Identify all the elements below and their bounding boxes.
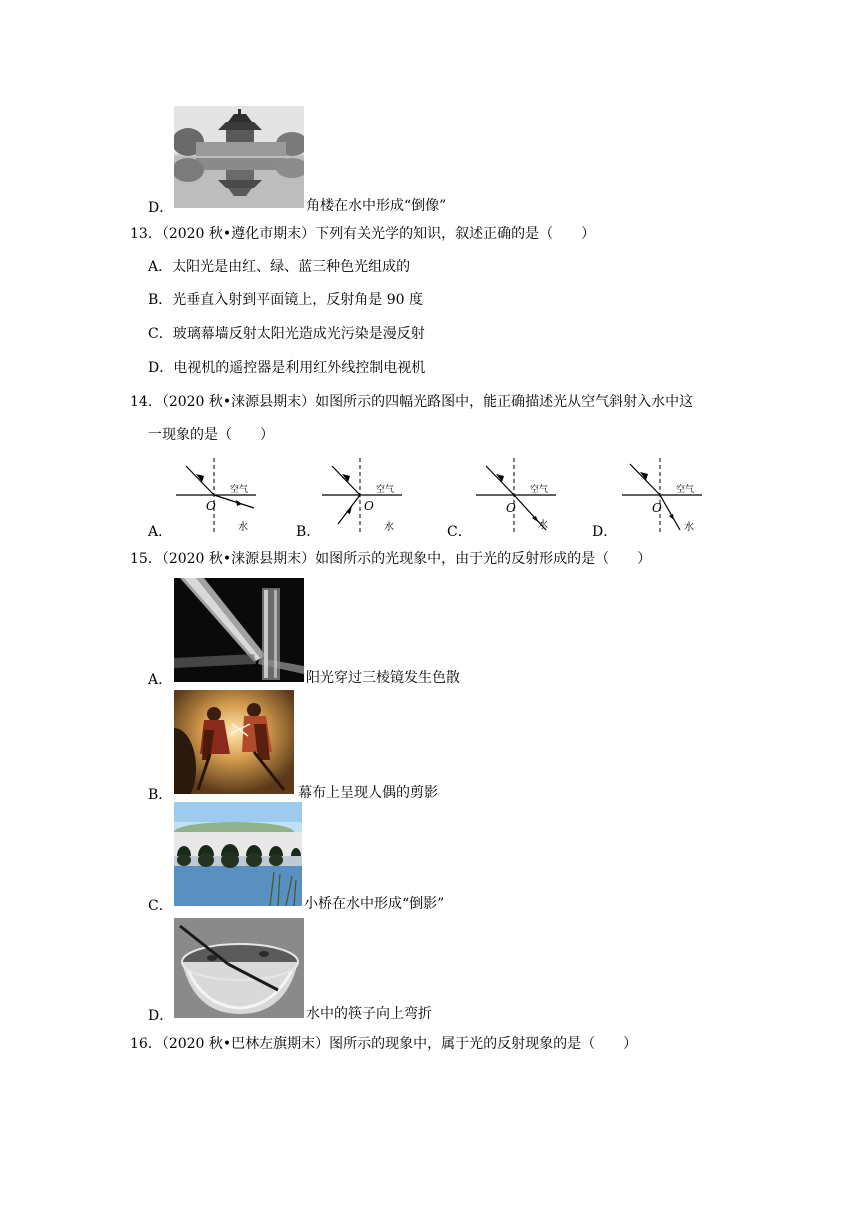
bridge-reflection-photo	[174, 802, 302, 906]
corner-tower-reflection-photo	[174, 106, 304, 208]
q14-stem-line1: 14．（2020 秋•涞源县期末）如图所示的四幅光路图中，能正确描述光从空气斜射入水中这	[130, 394, 694, 410]
q13-stem: 13．（2020 秋•遵化市期末）下列有关光学的知识，叙述正确的是（ ）	[130, 226, 596, 242]
q14-b-origin-label: O	[364, 499, 374, 513]
q13-option-d: D．电视机的遥控器是利用红外线控制电视机	[148, 360, 426, 376]
q14-b-water-label: 水	[384, 522, 394, 533]
q14-diagram-b	[322, 458, 406, 534]
q14-option-a: A．	[148, 524, 173, 540]
q15-option-d-letter: D．	[148, 1008, 174, 1024]
q14-d-water-label: 水	[684, 522, 694, 533]
q12-option-d-text: 角楼在水中形成“倒像”	[306, 198, 447, 214]
q14-c-water-label: 水	[538, 520, 548, 531]
q15-option-a-letter: A．	[148, 672, 173, 688]
q14-diagram-c	[476, 458, 560, 534]
q13-option-b: B．光垂直入射到平面镜上，反射角是 90 度	[148, 292, 424, 308]
shadow-puppet-photo	[174, 690, 294, 794]
q14-stem-line2: 一现象的是（ ）	[148, 427, 274, 443]
q14-c-air-label: 空气	[530, 485, 549, 495]
q15-stem: 15．（2020 秋•涞源县期末）如图所示的光现象中，由于光的反射形成的是（ ）	[130, 551, 652, 567]
q13-option-a: A．太阳光是由红、绿、蓝三种色光组成的	[148, 259, 411, 275]
q14-b-air-label: 空气	[376, 485, 395, 495]
q15-option-b-text: 幕布上呈现人偶的剪影	[298, 785, 438, 801]
q16-stem: 16．（2020 秋•巴林左旗期末）图所示的现象中，属于光的反射现象的是（ ）	[130, 1036, 638, 1052]
q15-option-a-text: 阳光穿过三棱镜发生色散	[306, 670, 460, 686]
chopsticks-bowl-photo	[174, 918, 304, 1018]
q14-a-air-label: 空气	[230, 485, 249, 495]
q14-diagram-a	[176, 458, 260, 534]
q14-d-air-label: 空气	[676, 485, 695, 495]
q14-diagram-d	[622, 458, 706, 534]
q15-option-c-letter: C．	[148, 898, 173, 914]
q15-option-b-letter: B．	[148, 787, 173, 803]
q14-c-origin-label: O	[506, 501, 516, 515]
q14-option-b: B．	[296, 524, 321, 540]
q14-a-origin-label: O	[206, 499, 216, 513]
q15-option-c-text: 小桥在水中形成“倒影”	[304, 896, 445, 912]
q12-option-d-letter: D．	[148, 200, 174, 216]
q13-option-c: C．玻璃幕墙反射太阳光造成光污染是漫反射	[148, 326, 425, 342]
q14-d-origin-label: O	[652, 501, 662, 515]
q15-option-d-text: 水中的筷子向上弯折	[306, 1006, 432, 1022]
prism-dispersion-photo	[174, 578, 304, 682]
q14-option-c: C．	[447, 524, 472, 540]
q14-a-water-label: 水	[238, 522, 248, 533]
q14-option-d: D．	[592, 524, 618, 540]
